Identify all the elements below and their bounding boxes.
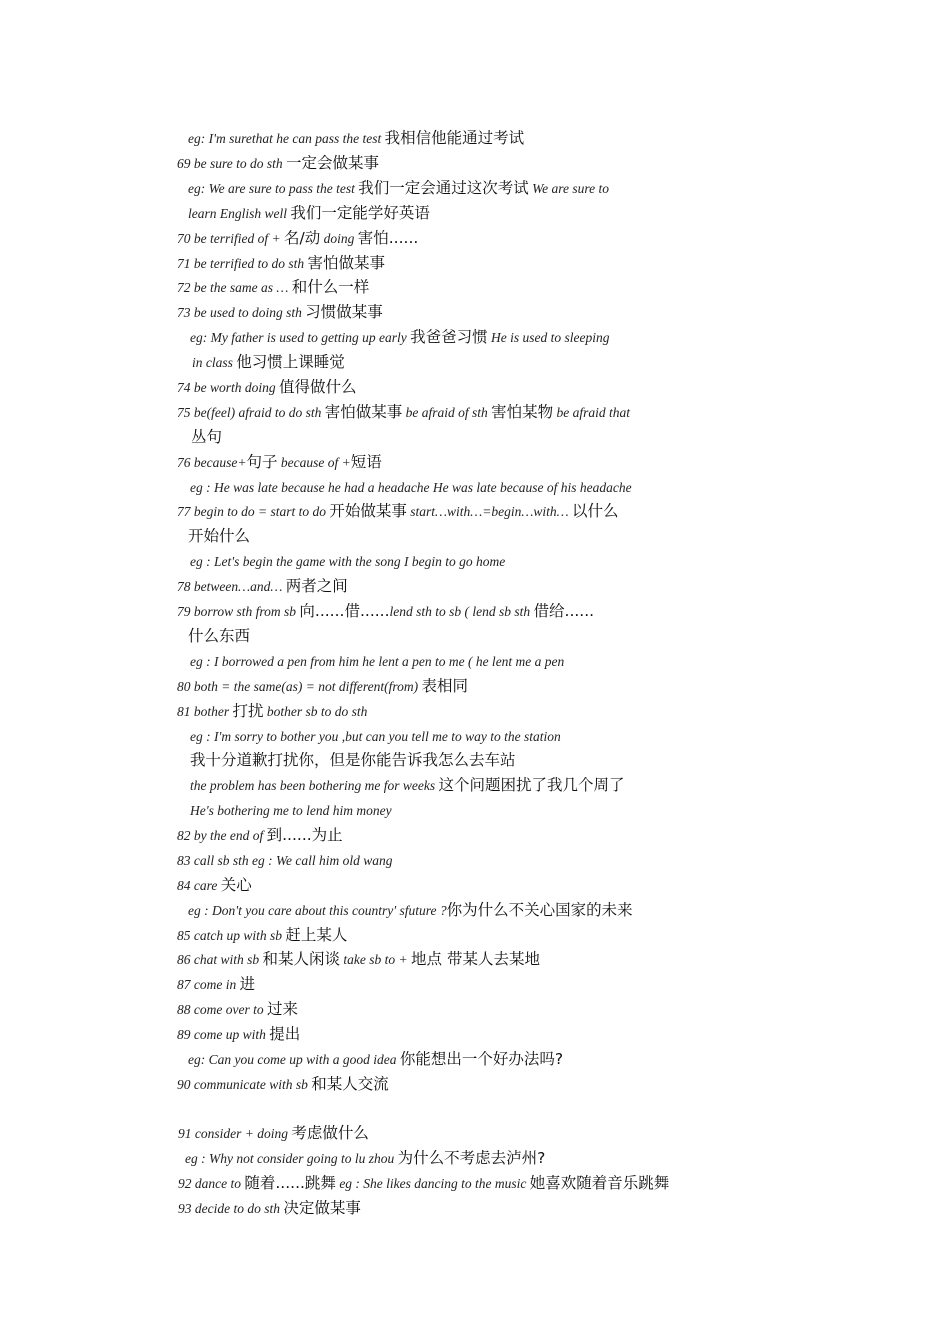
english-text: 83 call sb sth eg : We call him old wang [177,853,393,868]
english-text: lend sth to sb ( lend sb sth [389,604,534,619]
text-line [177,875,252,896]
chinese-text: 害怕某物 [491,403,554,421]
text-line [178,1123,369,1144]
text-line [188,178,609,199]
english-text: eg : He was late because he had a headache He was late because of his headache [190,480,632,495]
chinese-text: 和某人交流 [311,1075,389,1093]
chinese-text: 借给...... [533,602,595,620]
english-text: 93 decide to do sth [178,1201,284,1216]
text-line [190,775,624,796]
text-line [188,128,524,149]
chinese-text: 句子 [246,453,278,471]
english-text: 70 be terrified of + [177,231,284,246]
text-line [177,228,418,249]
english-text: eg : I'm sorry to bother you ,but can you tell me to way to the station [190,729,561,744]
text-line [178,1198,361,1219]
chinese-text: 向......借...... [299,602,390,620]
english-text: 73 be used to doing sth [177,305,306,320]
chinese-text: 以什么 [572,502,619,520]
text-line [177,825,343,846]
text-line [177,676,468,697]
text-line [177,925,347,946]
chinese-text: 进 [239,975,256,993]
text-line [177,253,385,274]
chinese-text: 丛句 [191,428,223,446]
english-text: eg : She likes dancing to the music [335,1176,530,1191]
english-text: in class [192,355,237,370]
text-line [190,651,564,672]
chinese-text: 我们一定能学好英语 [290,204,430,222]
text-line [190,477,632,498]
chinese-text: 决定做某事 [283,1199,361,1217]
chinese-text: 害怕做某事 [307,254,386,272]
english-text: 92 dance to [178,1176,245,1191]
english-text: 84 care [177,878,221,893]
chinese-text: 赶上某人 [285,926,348,944]
english-text: start…with…=begin…with… [406,504,573,519]
english-text: 82 by the end of [177,828,267,843]
english-text: 89 come up with [177,1027,270,1042]
text-line [192,352,345,373]
english-text: 69 be sure to do sth [177,156,286,171]
english-text: be afraid that [553,405,631,420]
text-line [188,626,250,646]
text-line [177,576,348,597]
chinese-text: 考虑做什么 [291,1124,369,1142]
text-line [177,1024,300,1045]
english-text: 78 between…and… [177,579,286,594]
english-text: 72 be the same as … [177,280,292,295]
text-line [185,1148,545,1169]
english-text: bother sb to do sth [263,704,368,719]
chinese-text: 习惯做某事 [305,303,383,321]
english-text: eg : Let's begin the game with the song I begin to go home [190,554,506,569]
chinese-text: 值得做什么 [279,378,357,396]
chinese-text: 为什么不考虑去泸州? [397,1149,546,1167]
english-text: 91 consider + doing [178,1126,292,1141]
text-line [177,377,357,398]
english-text: take sb to + [340,952,412,967]
text-line [177,974,255,995]
english-text: He's bothering me to lend him money [190,803,392,818]
english-text: doing [320,231,358,246]
chinese-text: 表相同 [421,677,468,695]
chinese-text: 什么东西 [188,627,251,645]
english-text: 71 be terrified to do sth [177,256,308,271]
text-line [177,1074,389,1095]
english-text: He is used to sleeping [487,330,610,345]
english-text: 79 borrow sth from sb [177,604,300,619]
text-line [178,1173,669,1194]
english-text: We are sure to [528,181,609,196]
text-line [177,999,298,1020]
english-text: 85 catch up with sb [177,928,286,943]
text-line [188,1049,563,1070]
text-line [188,203,430,224]
text-line [190,327,609,348]
chinese-text: 一定会做某事 [286,154,380,172]
chinese-text: 关心 [220,876,252,894]
text-line [188,900,633,921]
english-text: because of + [277,455,351,470]
english-text: learn English well [188,206,291,221]
chinese-text: 和某人闲谈 [262,950,341,968]
chinese-text: 我相信他能通过考试 [384,129,525,147]
english-text: 80 both = the same(as) = not different(from) [177,679,422,694]
chinese-text: 随着......跳舞 [244,1174,336,1192]
text-line [190,551,505,572]
chinese-text: 你能想出一个好办法吗? [399,1050,564,1068]
text-line [177,501,619,522]
text-line [177,949,540,970]
text-line [177,153,379,174]
text-line [177,402,630,423]
chinese-text: 两者之间 [285,577,348,595]
english-text: be afraid of sth [402,405,492,420]
chinese-text: 短语 [350,453,382,471]
text-line [177,701,367,722]
chinese-text: 我们一定会通过这次考试 [358,179,529,197]
chinese-text: 这个问题困扰了我几个周了 [438,776,625,794]
chinese-text: 提出 [269,1025,301,1043]
chinese-text: 我爸爸习惯 [410,328,488,346]
chinese-text: 她喜欢随着音乐跳舞 [529,1174,670,1192]
english-text: 86 chat with sb [177,952,263,967]
english-text: eg: My father is used to getting up early [190,330,411,345]
english-text: 87 come in [177,977,240,992]
chinese-text: 过来 [266,1000,298,1018]
text-line [190,750,516,770]
english-text: eg: Can you come up with a good idea [188,1052,400,1067]
english-text: 90 communicate with sb [177,1077,312,1092]
chinese-text: 地点 带某人去某地 [411,950,540,968]
chinese-text: 我十分道歉打扰你，但是你能告诉我怎么去车站 [190,751,516,769]
text-line [190,726,561,747]
english-text: eg : I borrowed a pen from him he lent a pen to me ( he lent me a pen [190,654,565,669]
chinese-text: 他习惯上课睡觉 [236,353,345,371]
english-text: eg: I'm surethat he can pass the test [188,131,385,146]
english-text: the problem has been bothering me for weeks [190,778,439,793]
english-text: 77 begin to do = start to do [177,504,330,519]
text-line [177,601,594,622]
english-text: 75 be(feel) afraid to do sth [177,405,325,420]
chinese-text: 害怕做某事 [324,403,403,421]
chinese-text: 你为什么不关心国家的未来 [446,901,633,919]
text-line [177,850,393,871]
text-line [177,302,383,323]
text-line [188,526,250,546]
english-text: 76 because+ [177,455,247,470]
chinese-text: 和什么一样 [291,278,370,296]
english-text: eg : Don't you care about this country' sfuture ? [188,903,447,918]
text-line [177,452,382,473]
chinese-text: 名/动 [283,229,321,247]
english-text: eg : Why not consider going to lu zhou [185,1151,398,1166]
chinese-text: 开始什么 [188,527,251,545]
english-text: 88 come over to [177,1002,267,1017]
english-text: 74 be worth doing [177,380,280,395]
text-line [191,427,222,447]
chinese-text: 害怕...... [357,229,419,247]
text-line [190,800,392,821]
text-line [177,277,369,298]
english-text: eg: We are sure to pass the test [188,181,359,196]
chinese-text: 开始做某事 [329,502,407,520]
english-text: 81 bother [177,704,233,719]
chinese-text: 打扰 [232,702,264,720]
chinese-text: 到......为止 [266,826,343,844]
